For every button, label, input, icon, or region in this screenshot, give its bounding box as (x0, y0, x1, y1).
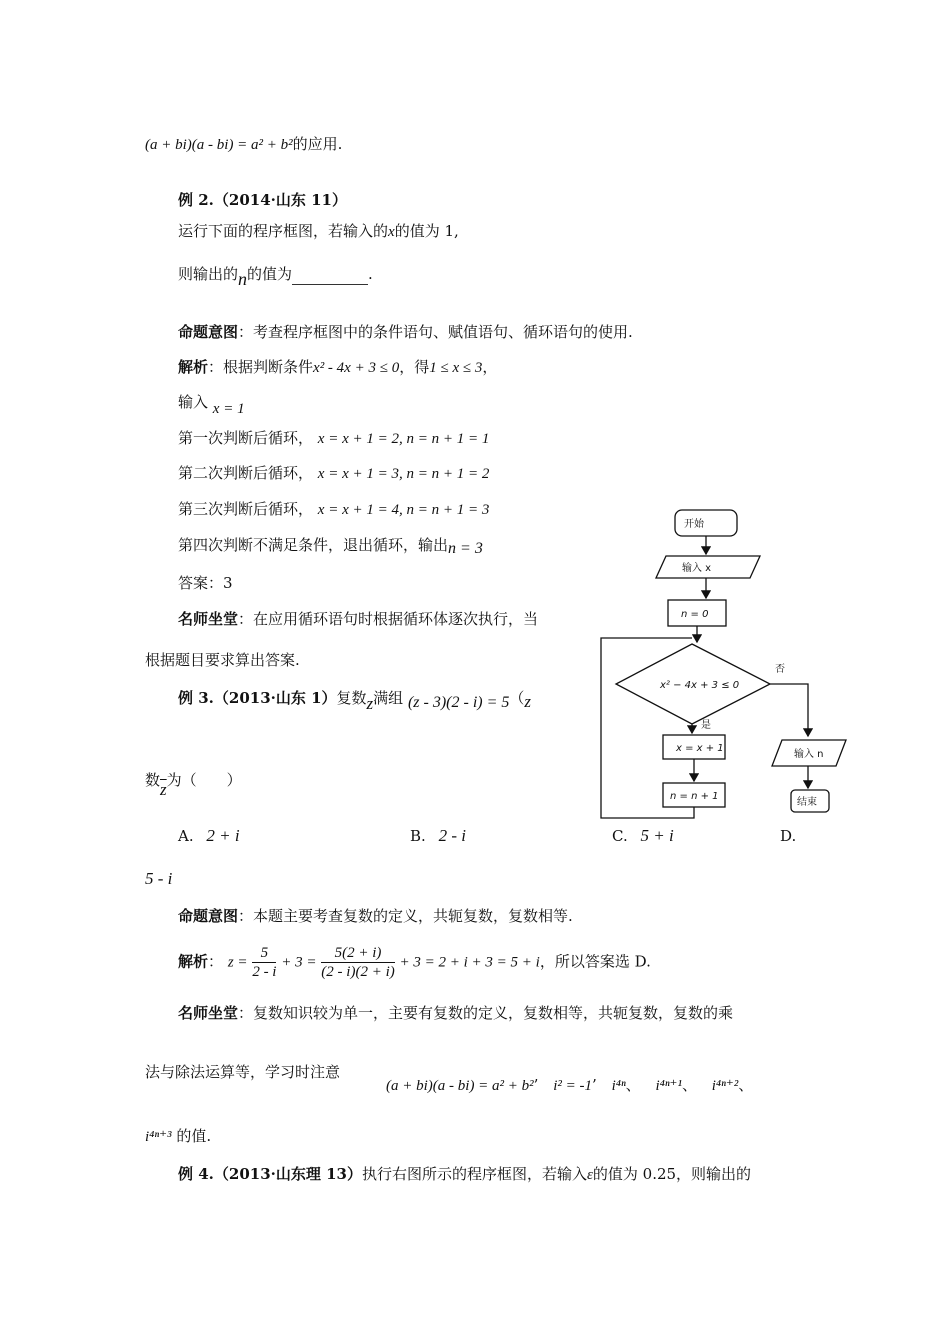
ex3-teacher-end: 的值. (176, 1127, 212, 1145)
option-c[interactable] (612, 826, 674, 846)
ex3-teacher-label: 名师坐堂 (178, 1004, 239, 1022)
ex3-teacher-text: ：复数知识较为单一，主要有复数的定义，复数相等，共轭复数，复数的乘 (238, 1004, 734, 1022)
ex3-q-pre: 复数 (336, 689, 367, 707)
loop-line-2 (178, 463, 489, 484)
fc-end-label: 结束 (797, 797, 817, 808)
ex2-teacher-text: ：在应用循环语句时根据循环体逐次执行，当 (238, 610, 539, 628)
ex2-q2-post: 的值为 (247, 265, 293, 283)
ex3-question-line2 (145, 770, 242, 800)
ex3-intent (178, 906, 573, 926)
ex3-line2-post: 为（ ） (166, 771, 242, 789)
sol-z: z = (227, 954, 248, 971)
ex2-q1-var: x (388, 224, 395, 240)
ex3-solution: 解析： z = $\frac{5}{2 - i}$ + 3 = $\frac{5(2 + i)}{(2 - i)(2 + i)}$ + 3 = 2 + i + 3 = 5 + i，所以答案选 D. (178, 945, 651, 980)
loop-math: x = x + 1 = 3, n = n + 1 = 2 (317, 466, 490, 482)
option-label: B. (410, 827, 426, 845)
sol-f1-num: 5 (260, 945, 269, 961)
ex2-analysis (178, 357, 497, 378)
loop-text: 第三次判断后循环， (178, 500, 314, 518)
fourth-text: 第四次判断不满足条件，退出循环，输出 (178, 536, 449, 554)
ex3-q-paren: （ (509, 689, 525, 707)
teacher-pow-3: i⁴ⁿ⁺² (711, 1078, 739, 1094)
sol-end: ，所以答案选 D. (539, 952, 651, 971)
flowchart (590, 500, 860, 830)
option-value: 2 + i (206, 826, 240, 845)
ex2-analysis-cond: x² - 4x + 3 ≤ 0 (313, 360, 400, 376)
ex2-title: 例 2.（2014·山东 11） (178, 191, 347, 209)
sol-f2-den: (2 - i)(2 + i) (321, 964, 395, 980)
ex4-question (178, 1164, 751, 1185)
ex3-q-eq: (z - 3)(2 - i) = 5 (407, 694, 510, 711)
fc-step1-label: x = x + 1 (676, 743, 724, 754)
fourth-line (178, 535, 483, 559)
intro-formula: (a + bi)(a - bi) = a² + b² (145, 137, 293, 153)
ex2-q2-var: n (238, 269, 248, 289)
option-d[interactable] (780, 826, 796, 846)
ex2-analysis-mid: ，得 (399, 358, 430, 376)
ex2-q2-end: . (368, 265, 373, 283)
ex3-q-mid: 满组 (373, 689, 404, 707)
ex3-teacher-line3 (145, 1126, 211, 1147)
fc-no-label: 否 (775, 664, 785, 675)
ex4-text-post: 的值为 0.25，则输出的 (592, 1165, 752, 1183)
option-label: C. (612, 827, 628, 845)
loop-text: 第一次判断后循环， (178, 429, 314, 447)
ex2-q1-post: 的值为 1, (394, 222, 459, 240)
fc-output-label: 输入 n (794, 749, 824, 760)
fc-step2-label: n = n + 1 (670, 791, 719, 802)
ex3-teacher-math: (a + bi)(a - bi) = a² + b²’ i² = -1’ i⁴ⁿ、 i⁴ⁿ⁺¹、 i⁴ⁿ⁺²、 (386, 1076, 754, 1094)
ex3-teacher-line2 (145, 1062, 340, 1082)
fc-cond-label: x² − 4x + 3 ≤ 0 (660, 680, 740, 691)
teacher-math-1: (a + bi)(a - bi) = a² + b² (386, 1078, 534, 1094)
ex2-input-val: x = 1 (212, 401, 245, 417)
ex2-input-pre: 输入 (178, 393, 209, 411)
ex2-q1-pre: 运行下面的程序框图，若输入的 (178, 222, 389, 240)
ex3-q-var2: z (524, 692, 532, 711)
teacher-math-i2: i² = -1 (553, 1078, 593, 1094)
option-b[interactable] (410, 826, 466, 846)
ex4-title: 例 4.（2013·山东理 13） (178, 1165, 362, 1183)
ex3-analysis-label: 解析 (178, 952, 209, 971)
fourth-math: n = 3 (448, 540, 483, 557)
sol-f1-den: 2 - i (252, 964, 277, 980)
ex3-line2-pre: 数 (145, 771, 161, 789)
ex3-intent-text: ：本题主要考查复数的定义，共轭复数，复数相等. (238, 907, 573, 925)
ex2-analysis-range: 1 ≤ x ≤ 3 (429, 360, 483, 376)
intro-line (145, 134, 342, 155)
ex2-teacher-line2: 根据题目要求算出答案. (145, 651, 300, 669)
ex2-input-line (178, 392, 245, 419)
loop-line-1 (178, 428, 489, 449)
fc-yes-label: 是 (701, 720, 711, 731)
teacher-pow-1: i⁴ⁿ (611, 1078, 626, 1094)
ex2-question-line1 (178, 221, 459, 242)
ex2-q2-pre: 则输出的 (178, 265, 239, 283)
option-d-value: 5 - i (145, 869, 173, 888)
ex3-question (178, 688, 531, 714)
loop-line-3 (178, 499, 489, 520)
ex2-intent (178, 322, 633, 342)
intro-suffix: 的应用. (292, 135, 343, 153)
fc-start-label: 开始 (684, 519, 704, 530)
loop-math: x = x + 1 = 2, n = n + 1 = 1 (317, 431, 490, 447)
sol-frac-2 (321, 944, 394, 981)
teacher-pow-2: i⁴ⁿ⁺¹ (655, 1078, 682, 1094)
option-a[interactable] (178, 826, 240, 846)
ex2-analysis-pre: ：根据判断条件 (208, 358, 314, 376)
sol-f2-num: 5(2 + i) (334, 945, 382, 961)
ex4-text-pre: 执行右图所示的程序框图，若输入 (361, 1165, 587, 1183)
answer-blank (292, 270, 368, 285)
ex3-line2-var: $\overline{z}$ (160, 780, 167, 799)
option-d-value-line (145, 869, 172, 889)
fc-init-label: n = 0 (681, 609, 709, 620)
option-label: D. (780, 827, 797, 845)
ex3-teacher-line2-text: 法与除法运算等，学习时注意 (145, 1063, 341, 1081)
option-label: A. (178, 827, 194, 845)
loop-text: 第二次判断后循环， (178, 464, 314, 482)
ex2-analysis-label: 解析 (178, 358, 209, 376)
ex4-var: ε (586, 1167, 593, 1183)
ex2-question-line2 (178, 264, 373, 289)
ex2-intent-text: ：考查程序框图中的条件语句、赋值语句、循环语句的使用. (238, 323, 633, 341)
ex3-intent-label: 命题意图 (178, 907, 239, 925)
ex2-teacher (178, 609, 538, 629)
ex2-teacher-label: 名师坐堂 (178, 610, 239, 628)
sol-frac-1 (252, 944, 276, 981)
teacher-pow-4: i⁴ⁿ⁺³ (145, 1129, 172, 1145)
ex2-answer: 答案：3 (178, 574, 233, 592)
option-value: 5 + i (640, 826, 674, 845)
ex2-analysis-end: ， (482, 358, 498, 376)
ex3-q-var: z (366, 694, 374, 713)
sol-plus: + 3 = (281, 954, 317, 971)
option-value: 2 - i (438, 826, 466, 845)
sol-rest: + 3 = 2 + i + 3 = 5 + i (399, 954, 540, 971)
ex3-title: 例 3.（2013·山东 1） (178, 689, 337, 707)
ex3-teacher (178, 1003, 733, 1023)
fc-input-label: 输入 x (682, 563, 712, 574)
loop-math: x = x + 1 = 4, n = n + 1 = 3 (317, 502, 490, 518)
ex2-intent-label: 命题意图 (178, 323, 239, 341)
